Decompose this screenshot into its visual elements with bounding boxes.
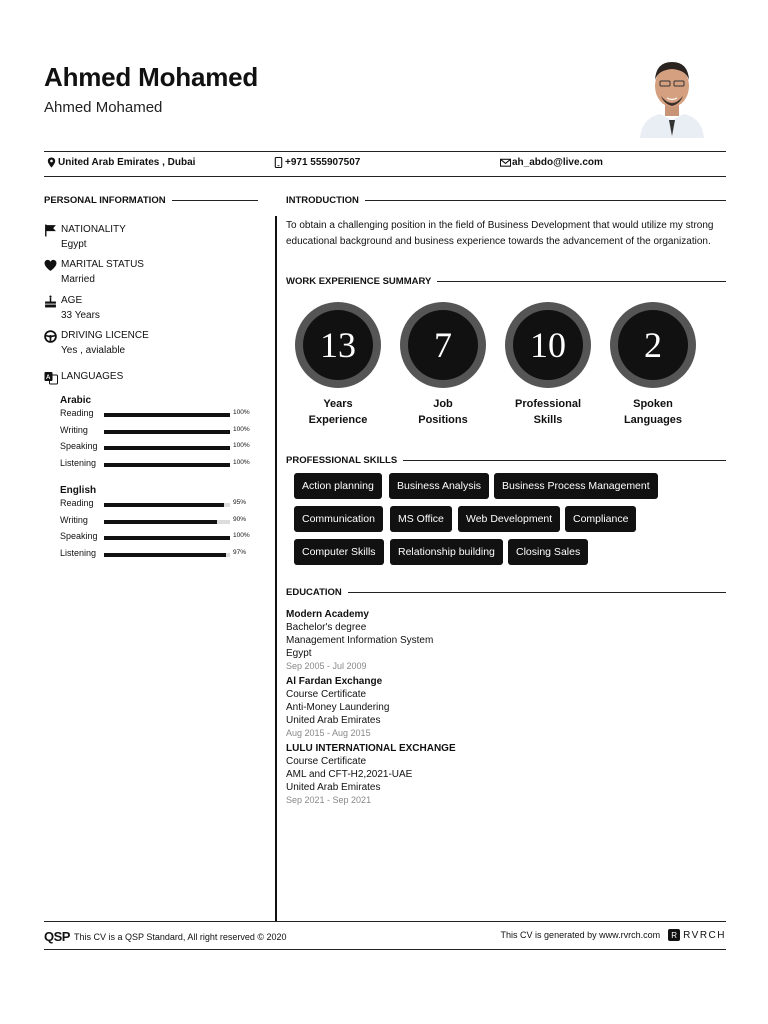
skill-percent: 97% <box>233 548 247 556</box>
skill-bar-track <box>104 553 230 557</box>
skill-percent: 100% <box>233 409 250 416</box>
education-dates: Aug 2015 - Aug 2015 <box>286 728 371 738</box>
footer-right <box>501 929 726 941</box>
contact-bar <box>44 151 726 177</box>
phone-icon <box>273 157 284 168</box>
introduction-heading: INTRODUCTION <box>286 195 726 206</box>
skill-label: Speaking <box>60 441 98 451</box>
education-field: Management Information System <box>286 635 434 646</box>
skill-chip: Compliance <box>565 506 636 532</box>
education-school: Modern Academy <box>286 609 369 620</box>
contact-phone <box>273 157 360 168</box>
education-location: Egypt <box>286 648 312 659</box>
stat-caption: Spoken Languages <box>623 398 683 426</box>
stat-value: 13 <box>303 310 373 380</box>
education-dates: Sep 2021 - Sep 2021 <box>286 795 372 805</box>
stat-professional-skills <box>493 302 603 428</box>
education-location: United Arab Emirates <box>286 782 381 793</box>
column-divider <box>275 216 277 921</box>
skill-percent: 90% <box>233 515 247 523</box>
stat-ring <box>505 302 591 388</box>
education-entry <box>286 608 433 673</box>
stat-ring <box>400 302 486 388</box>
skill-bar-track <box>104 413 230 417</box>
footer <box>44 921 726 950</box>
language-name-english: English <box>60 485 97 496</box>
footer-generated-by[interactable]: This CV is generated by www.rvrch.com <box>500 930 661 940</box>
skill-bar-track <box>104 446 230 450</box>
map-pin-icon <box>46 157 57 168</box>
stat-caption: Professional Skills <box>514 398 582 426</box>
language-skill-row <box>60 531 260 543</box>
stat-ring <box>610 302 696 388</box>
language-skill-row <box>60 408 260 420</box>
skill-bar-track <box>104 463 230 467</box>
skill-label: Speaking <box>60 531 98 541</box>
skill-chip: Business Analysis <box>389 473 489 499</box>
skill-chip: MS Office <box>390 506 452 532</box>
stat-job-positions <box>388 302 498 428</box>
flag-icon <box>44 224 57 237</box>
rvrch-logo: R RVRCH <box>668 929 726 941</box>
education-school: LULU INTERNATIONAL EXCHANGE <box>286 743 456 754</box>
footer-copyright: This CV is a QSP Standard, All right reserved © 2020 <box>73 931 287 942</box>
skill-bar-track <box>104 430 230 434</box>
personal-info-heading: PERSONAL INFORMATION <box>44 195 258 206</box>
stat-value: 7 <box>408 310 478 380</box>
skill-label: Reading <box>60 498 94 508</box>
skill-bar-fill <box>104 536 230 540</box>
skill-bar-fill <box>104 553 226 557</box>
skill-chip: Web Development <box>458 506 560 532</box>
svg-text:A: A <box>46 375 51 381</box>
footer-left <box>44 929 287 944</box>
location-text: United Arab Emirates , Dubai <box>58 157 196 168</box>
contact-location <box>46 157 195 168</box>
skill-bar-fill <box>104 463 230 467</box>
translate-icon <box>44 371 58 385</box>
education-degree: Bachelor's degree <box>286 622 367 633</box>
skill-label: Listening <box>60 547 97 558</box>
education-field: AML and CFT-H2,2021-UAE <box>286 769 413 780</box>
introduction-text: To obtain a challenging position in the field of Business Development that would utilize my strong educational background and business experience towards the advancement of the organization. <box>286 220 714 247</box>
skill-percent: 100% <box>233 532 250 539</box>
skill-label: Listening <box>60 457 97 468</box>
candidate-subtitle: Ahmed Mohamed <box>44 99 163 116</box>
skill-chip: Business Process Management <box>494 473 658 499</box>
skill-bar-fill <box>104 430 230 434</box>
qsp-logo: QSP <box>44 929 70 944</box>
education-degree: Course Certificate <box>286 756 367 767</box>
steering-wheel-icon <box>44 330 57 343</box>
language-skill-row <box>60 548 260 560</box>
education-field: Anti-Money Laundering <box>286 702 390 713</box>
skill-percent: 100% <box>233 425 250 433</box>
skill-bar-fill <box>104 413 230 417</box>
skill-bar-track <box>104 536 230 540</box>
skill-chip: Closing Sales <box>508 539 588 565</box>
skill-label: Reading <box>60 408 94 418</box>
skill-chip: Computer Skills <box>294 539 384 565</box>
work-summary-heading: WORK EXPERIENCE SUMMARY <box>286 276 726 287</box>
stat-value: 2 <box>618 310 688 380</box>
skill-chip: Action planning <box>294 473 382 499</box>
stat-caption: Years Experience <box>308 398 368 426</box>
skill-bar-track <box>104 520 230 524</box>
candidate-name: Ahmed Mohamed <box>44 62 259 92</box>
language-skill-row <box>60 441 260 453</box>
skill-percent: 95% <box>233 499 247 506</box>
cake-icon <box>44 295 57 308</box>
skill-bar-fill <box>104 520 217 524</box>
email-text[interactable]: ah_abdo@live.com <box>512 157 603 168</box>
language-name-arabic: Arabic <box>60 395 92 406</box>
language-skill-row <box>60 425 260 437</box>
heart-icon <box>44 259 57 272</box>
rvrch-mark-icon: R <box>668 929 680 941</box>
education-entry <box>286 742 456 807</box>
skill-bar-track <box>104 503 230 507</box>
phone-text[interactable]: +971 555907507 <box>285 157 361 168</box>
skill-bar-fill <box>104 446 230 450</box>
language-skill-row <box>60 458 260 470</box>
language-skill-row <box>60 498 260 510</box>
skill-percent: 100% <box>233 458 250 466</box>
skill-bar-fill <box>104 503 224 507</box>
skill-chip: Communication <box>294 506 383 532</box>
language-skill-row <box>60 515 260 527</box>
education-heading: EDUCATION <box>286 587 726 598</box>
professional-skills-heading: PROFESSIONAL SKILLS <box>286 455 726 466</box>
profile-photo <box>636 50 708 138</box>
education-location: United Arab Emirates <box>286 715 381 726</box>
stat-caption: Job Positions <box>418 398 468 426</box>
education-degree: Course Certificate <box>286 689 367 700</box>
education-dates: Sep 2005 - Jul 2009 <box>286 661 367 671</box>
skill-label: Writing <box>60 424 88 435</box>
skill-percent: 100% <box>233 442 250 449</box>
stat-years-experience <box>283 302 393 428</box>
education-school: Al Fardan Exchange <box>286 676 383 687</box>
skill-label: Writing <box>60 514 88 525</box>
contact-email <box>500 157 603 168</box>
education-entry <box>286 675 389 740</box>
stat-spoken-languages <box>598 302 708 428</box>
stat-value: 10 <box>513 310 583 380</box>
stat-ring <box>295 302 381 388</box>
skill-chip: Relationship building <box>390 539 503 565</box>
envelope-icon <box>500 157 511 168</box>
